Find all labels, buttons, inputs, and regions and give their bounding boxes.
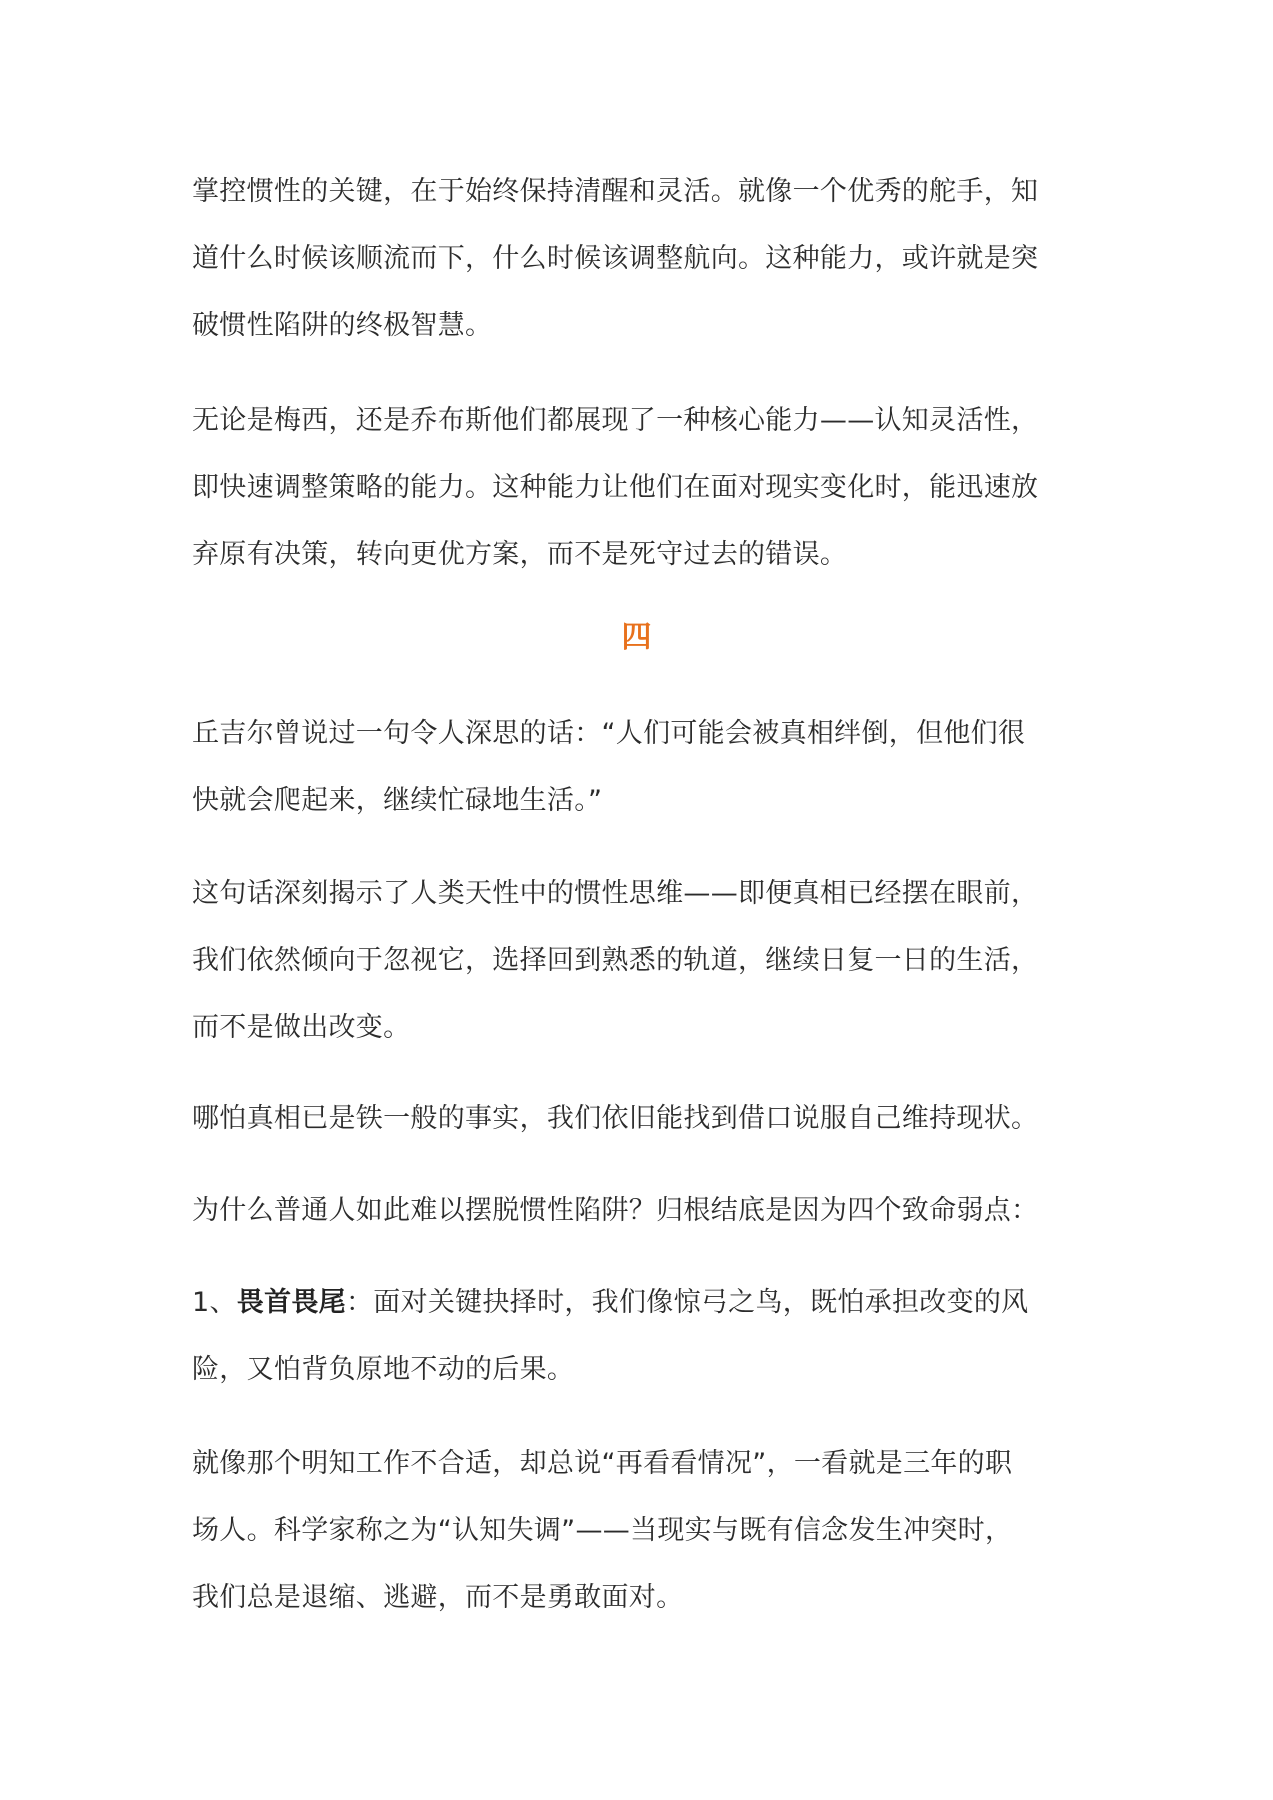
paragraph-7 xyxy=(192,1430,1072,1631)
point-1 xyxy=(192,1269,1072,1403)
point-bold-term: 畏首畏尾 xyxy=(236,1287,346,1318)
paragraph-5 xyxy=(192,1085,1072,1152)
paragraph-3 xyxy=(192,700,1072,834)
text-line: 道什么时候该顺流而下，什么时候该调整航向。这种能力，或许就是突 xyxy=(192,243,1039,274)
text-line: 无论是梅西，还是乔布斯他们都展现了一种核心能力——认知灵活性， xyxy=(192,405,1039,436)
text-line: 而不是做出改变。 xyxy=(192,1012,411,1043)
text-line: 哪怕真相已是铁一般的事实，我们依旧能找到借口说服自己维持现状。 xyxy=(192,1103,1039,1134)
section-heading: 四 xyxy=(621,620,652,655)
text-line: 丘吉尔曾说过一句令人深思的话：“人们可能会被真相绊倒，但他们很 xyxy=(192,718,1026,749)
text-line: 我们依然倾向于忽视它，选择回到熟悉的轨道，继续日复一日的生活， xyxy=(192,945,1039,976)
text-line: 就像那个明知工作不合适，却总说“再看看情况”，一看就是三年的职 xyxy=(192,1448,1013,1479)
text-line: 破惯性陷阱的终极智慧。 xyxy=(192,310,493,341)
paragraph-1 xyxy=(192,158,1072,359)
point-text: ：面对关键抉择时，我们像惊弓之鸟，既怕承担改变的风 xyxy=(345,1287,1029,1318)
point-1-line-1 xyxy=(192,1269,1072,1336)
point-1-line-2: 险，又怕背负原地不动的后果。 xyxy=(192,1354,575,1385)
text-line: 掌控惯性的关键，在于始终保持清醒和灵活。就像一个优秀的舵手，知 xyxy=(192,176,1039,207)
text-line: 这句话深刻揭示了人类天性中的惯性思维——即便真相已经摆在眼前， xyxy=(192,878,1039,909)
text-line: 快就会爬起来，继续忙碌地生活。” xyxy=(192,785,603,816)
text-line: 弃原有决策，转向更优方案，而不是死守过去的错误。 xyxy=(192,539,848,570)
paragraph-2 xyxy=(192,387,1072,588)
text-line: 场人。科学家称之为“认知失调”——当现实与既有信念发生冲突时， xyxy=(192,1515,1013,1546)
paragraph-6 xyxy=(192,1177,1072,1244)
paragraph-4 xyxy=(192,860,1072,1061)
text-line: 即快速调整策略的能力。这种能力让他们在面对现实变化时，能迅速放 xyxy=(192,472,1039,503)
text-line: 为什么普通人如此难以摆脱惯性陷阱？归根结底是因为四个致命弱点： xyxy=(192,1195,1039,1226)
text-line: 我们总是退缩、逃避，而不是勇敢面对。 xyxy=(192,1582,684,1613)
point-number: 1、 xyxy=(192,1287,237,1318)
